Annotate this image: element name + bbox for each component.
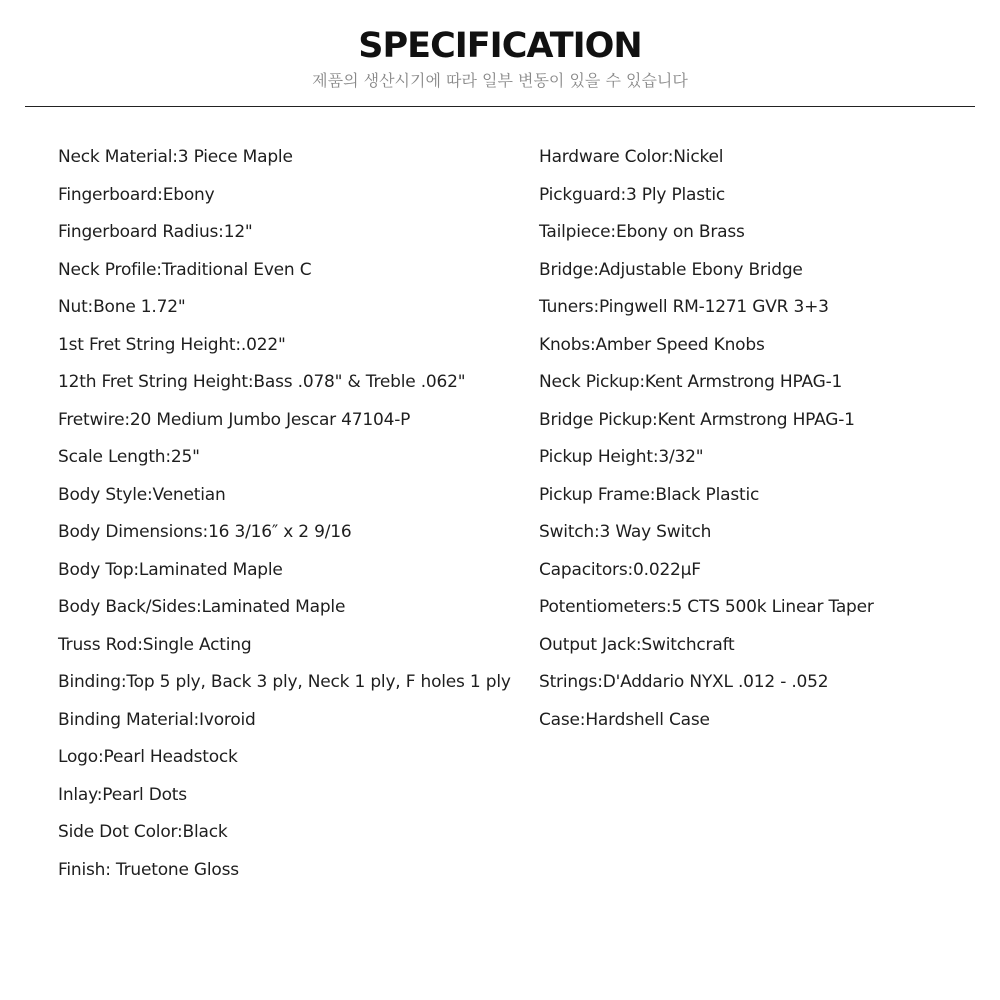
spec-item: Neck Profile:Traditional Even C xyxy=(58,259,312,280)
spec-item: Tailpiece:Ebony on Brass xyxy=(539,222,745,242)
spec-item: 1st Fret String Height:.022" xyxy=(58,334,286,355)
spec-item: Binding Material:Ivoroid xyxy=(58,709,256,730)
spec-item: Pickup Frame:Black Plastic xyxy=(539,484,760,505)
spec-item: Capacitors:0.022µF xyxy=(539,559,701,580)
spec-item: Hardware Color:Nickel xyxy=(539,147,724,167)
page-subtitle: 제품의 생산시기에 따라 일부 변동이 있을 수 있습니다 xyxy=(312,71,688,90)
spec-item: Body Top:Laminated Maple xyxy=(58,559,283,580)
spec-item: Binding:Top 5 ply, Back 3 ply, Neck 1 ply, F holes 1 ply xyxy=(58,672,511,692)
spec-item: Strings:D'Addario NYXL .012 - .052 xyxy=(539,672,829,692)
spec-item: Neck Pickup:Kent Armstrong HPAG-1 xyxy=(539,372,843,392)
spec-item: Truss Rod:Single Acting xyxy=(58,634,252,655)
spec-item: Body Dimensions:16 3/16″ x 2 9/16 xyxy=(58,522,352,542)
spec-item: Potentiometers:5 CTS 500k Linear Taper xyxy=(539,597,874,617)
spec-list-left xyxy=(58,139,528,889)
spec-item: Tuners:Pingwell RM-1271 GVR 3+3 xyxy=(539,297,829,317)
spec-item: Bridge:Adjustable Ebony Bridge xyxy=(539,259,803,280)
spec-item: Knobs:Amber Speed Knobs xyxy=(539,334,765,355)
page-title: SPECIFICATION xyxy=(358,26,642,66)
spec-item: Body Back/Sides:Laminated Maple xyxy=(58,597,346,617)
spec-item: Pickup Height:3/32" xyxy=(539,447,704,467)
spec-item: Fingerboard:Ebony xyxy=(58,184,215,205)
spec-item: Finish: Truetone Gloss xyxy=(58,859,239,880)
header-divider xyxy=(25,106,975,107)
spec-item: Fretwire:20 Medium Jumbo Jescar 47104-P xyxy=(58,409,411,430)
spec-item: Switch:3 Way Switch xyxy=(539,522,712,542)
spec-item: 12th Fret String Height:Bass .078" & Treble .062" xyxy=(58,372,466,392)
spec-item: Case:Hardshell Case xyxy=(539,709,710,730)
spec-list-right xyxy=(539,139,979,739)
spec-item: Logo:Pearl Headstock xyxy=(58,747,238,767)
spec-item: Fingerboard Radius:12" xyxy=(58,222,253,242)
spec-item: Body Style:Venetian xyxy=(58,484,226,505)
spec-item: Side Dot Color:Black xyxy=(58,822,228,842)
spec-item: Nut:Bone 1.72" xyxy=(58,297,186,317)
spec-item: Inlay:Pearl Dots xyxy=(58,784,187,805)
spec-item: Output Jack:Switchcraft xyxy=(539,634,735,655)
spec-item: Bridge Pickup:Kent Armstrong HPAG-1 xyxy=(539,409,855,430)
spec-item: Neck Material:3 Piece Maple xyxy=(58,147,293,167)
spec-item: Pickguard:3 Ply Plastic xyxy=(539,184,726,205)
spec-item: Scale Length:25" xyxy=(58,447,200,467)
